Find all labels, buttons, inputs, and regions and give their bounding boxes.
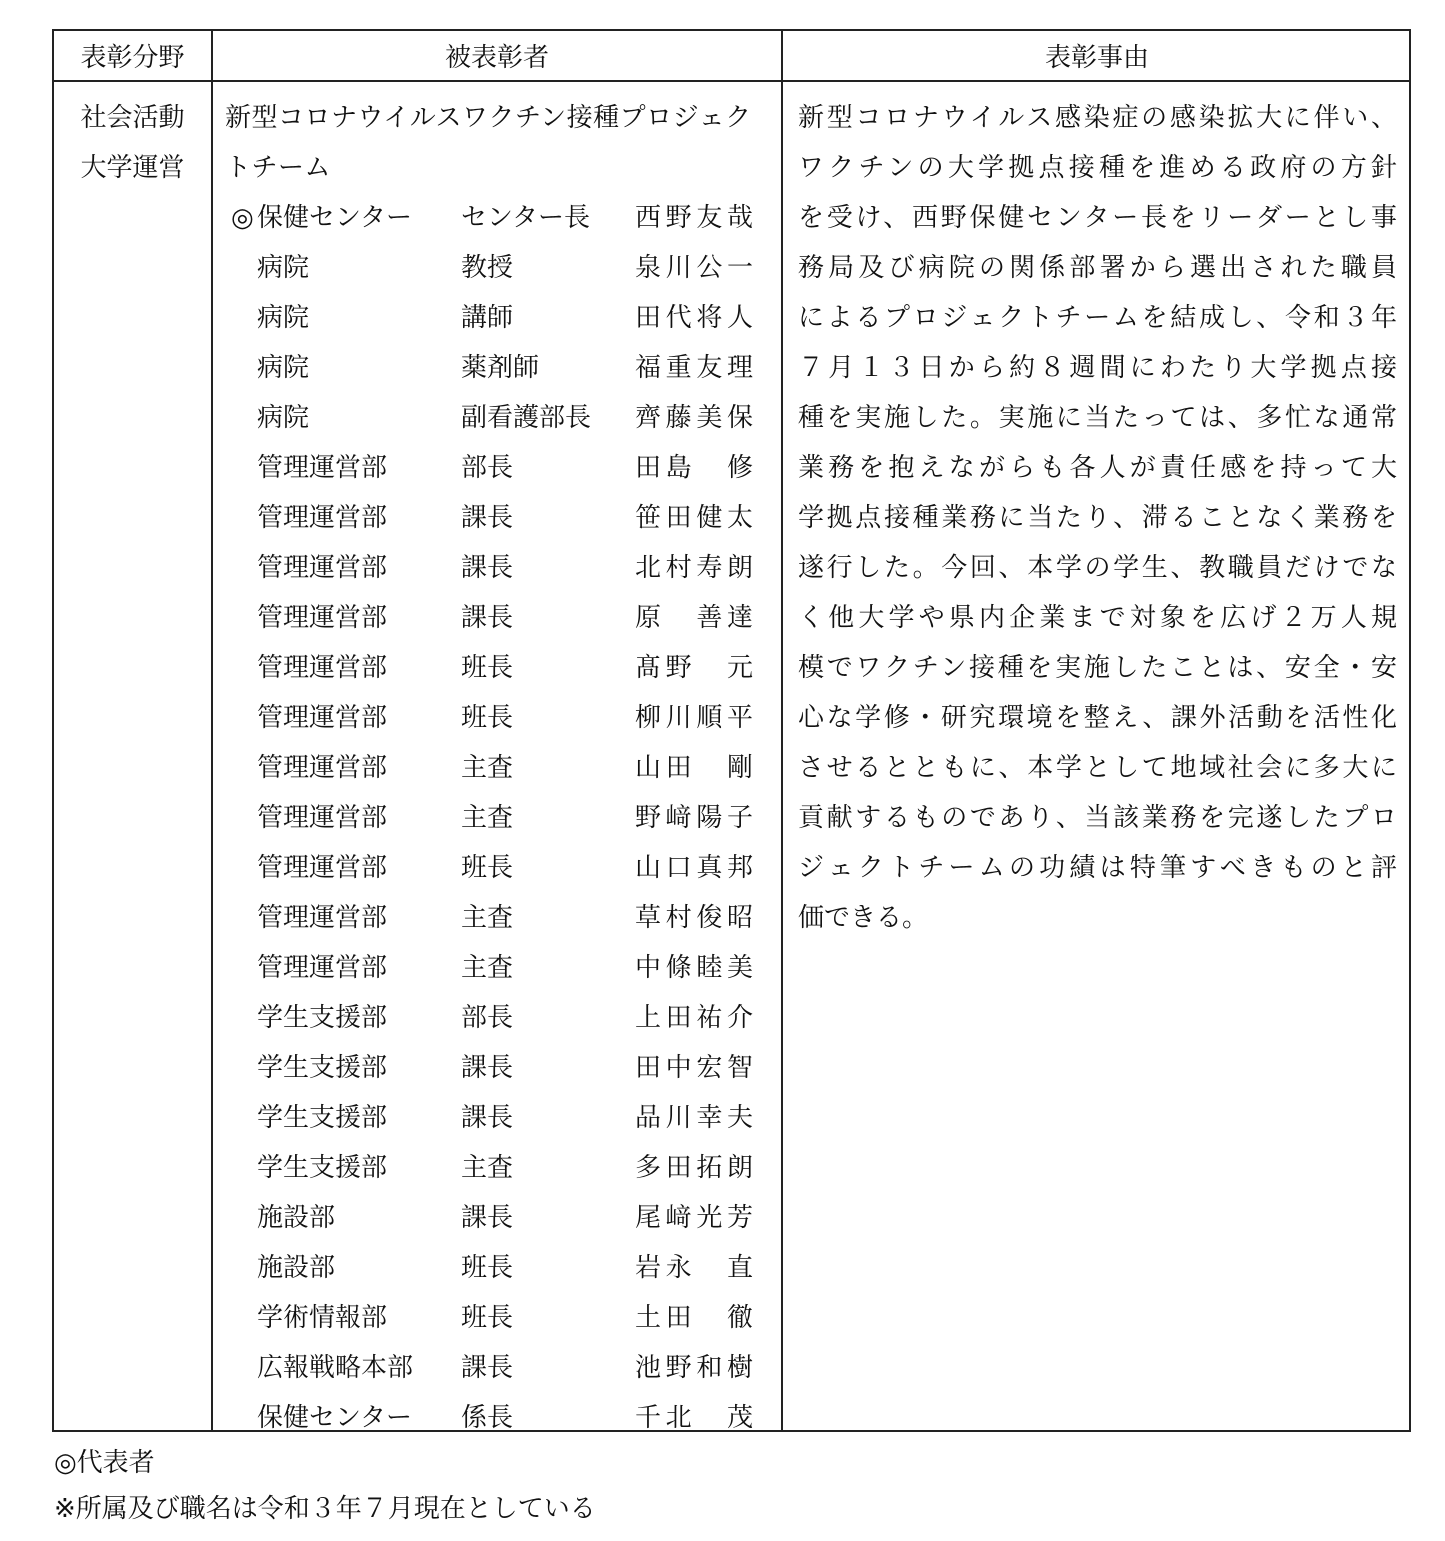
- reason-line: く他大学や県内企業まで対象を広げ２万人規: [798, 603, 1397, 633]
- member-department: 学生支援部: [257, 1053, 388, 1083]
- member-position: 薬剤師: [461, 353, 540, 383]
- reason-line: させるとともに、本学として地域社会に多大に: [798, 753, 1397, 783]
- member-department: 管理運営部: [257, 653, 388, 683]
- member-department: 保健センター: [257, 203, 412, 233]
- member-department: 保健センター: [257, 1403, 412, 1433]
- member-name: 柳川順平: [635, 703, 753, 733]
- member-row: [213, 893, 782, 943]
- member-row: [213, 543, 782, 593]
- member-position: 班長: [461, 1303, 514, 1333]
- member-row: [213, 1393, 782, 1443]
- member-row: [213, 243, 782, 293]
- member-row: [213, 343, 782, 393]
- member-department: 病院: [257, 303, 310, 333]
- award-field-cell: [54, 93, 211, 193]
- member-department: 管理運営部: [257, 703, 388, 733]
- affiliation-note: ※所属及び職名は令和３年７月現在としている: [54, 1494, 596, 1524]
- member-name: 品川幸夫: [635, 1103, 753, 1133]
- recipients-cell: [213, 93, 782, 1443]
- member-department: 管理運営部: [257, 903, 388, 933]
- member-row: [213, 743, 782, 793]
- member-row: [213, 1293, 782, 1343]
- member-name: 西野友哉: [635, 203, 753, 233]
- member-row: [213, 1193, 782, 1243]
- member-position: 副看護部長: [461, 403, 592, 433]
- member-position: 課長: [461, 503, 514, 533]
- member-name: 齊藤美保: [635, 403, 753, 433]
- member-name: 多田拓朗: [635, 1153, 753, 1183]
- member-row: [213, 1243, 782, 1293]
- header-reason: 表彰事由: [1044, 43, 1149, 73]
- member-name: 田代将人: [635, 303, 753, 333]
- member-row: [213, 793, 782, 843]
- reason-text: [798, 93, 1397, 943]
- member-row: [213, 443, 782, 493]
- member-row: [213, 993, 782, 1043]
- reason-line: 貢献するものであり、当該業務を完遂したプロ: [798, 803, 1397, 833]
- member-name: 土田 徹: [635, 1303, 753, 1333]
- member-department: 学生支援部: [257, 1103, 388, 1133]
- member-department: 施設部: [257, 1203, 336, 1233]
- member-row: [213, 843, 782, 893]
- member-position: 部長: [461, 453, 514, 483]
- member-position: 係長: [461, 1403, 514, 1433]
- member-position: 課長: [461, 1353, 514, 1383]
- member-position: 教授: [461, 253, 514, 283]
- member-department: 学生支援部: [257, 1153, 388, 1183]
- member-name: 泉川公一: [635, 253, 753, 283]
- member-name: 髙野 元: [635, 653, 753, 683]
- reason-line: ワクチンの大学拠点接種を進める政府の方針: [798, 153, 1397, 183]
- member-name: 中條睦美: [635, 953, 753, 983]
- member-position: 主査: [461, 1153, 514, 1183]
- member-position: 課長: [461, 553, 514, 583]
- member-name: 山口真邦: [635, 853, 753, 883]
- representative-mark: ◎: [231, 203, 254, 233]
- reason-line: によるプロジェクトチームを結成し、令和３年: [798, 303, 1397, 333]
- member-row: [213, 1143, 782, 1193]
- member-name: 野﨑陽子: [635, 803, 753, 833]
- member-department: 病院: [257, 403, 310, 433]
- member-department: 病院: [257, 253, 310, 283]
- member-name: 千北 茂: [635, 1403, 753, 1433]
- reason-line: 業務を抱えながらも各人が責任感を持って大: [798, 453, 1397, 483]
- member-position: 主査: [461, 953, 514, 983]
- reason-line: 遂行した。今回、本学の学生、教職員だけでな: [798, 553, 1397, 583]
- member-row: [213, 1343, 782, 1393]
- member-position: 講師: [461, 303, 514, 333]
- member-department: 広報戦略本部: [257, 1353, 414, 1383]
- member-position: 課長: [461, 1103, 514, 1133]
- member-department: 管理運営部: [257, 803, 388, 833]
- award-field-line: 大学運営: [80, 153, 185, 183]
- award-field-line: 社会活動: [80, 103, 185, 133]
- member-position: 班長: [461, 703, 514, 733]
- reason-line: を受け、西野保健センター長をリーダーとし事: [798, 203, 1397, 233]
- award-table: [52, 29, 1411, 1432]
- member-department: 管理運営部: [257, 853, 388, 883]
- member-department: 管理運営部: [257, 753, 388, 783]
- member-position: 主査: [461, 753, 514, 783]
- member-name: 草村俊昭: [635, 903, 753, 933]
- member-row: [213, 1043, 782, 1093]
- member-position: 主査: [461, 803, 514, 833]
- reason-line: 模でワクチン接種を実施したことは、安全・安: [798, 653, 1397, 683]
- member-position: 班長: [461, 1253, 514, 1283]
- member-position: 班長: [461, 653, 514, 683]
- member-department: 学生支援部: [257, 1003, 388, 1033]
- member-row: [213, 393, 782, 443]
- reason-line: 新型コロナウイルス感染症の感染拡大に伴い、: [798, 103, 1397, 133]
- member-name: 北村寿朗: [635, 553, 753, 583]
- project-team-name: 新型コロナウイルスワクチン接種プロジェクトチーム: [225, 103, 752, 183]
- member-position: 班長: [461, 853, 514, 883]
- member-department: 管理運営部: [257, 453, 388, 483]
- member-position: 部長: [461, 1003, 514, 1033]
- member-name: 笹田健太: [635, 503, 753, 533]
- member-name: 原 善達: [635, 603, 753, 633]
- member-position: 課長: [461, 603, 514, 633]
- member-name: 岩永 直: [635, 1253, 753, 1283]
- member-name: 山田 剛: [635, 753, 753, 783]
- member-row: [213, 293, 782, 343]
- member-department: 管理運営部: [257, 953, 388, 983]
- member-list: [213, 193, 782, 1443]
- member-row: [213, 493, 782, 543]
- member-name: 田島 修: [635, 453, 753, 483]
- member-row: [213, 1093, 782, 1143]
- member-department: 管理運営部: [257, 603, 388, 633]
- member-row: [213, 193, 782, 243]
- member-name: 上田祐介: [635, 1003, 753, 1033]
- member-name: 尾﨑光芳: [635, 1203, 753, 1233]
- member-position: センター長: [461, 203, 590, 233]
- reason-line: ジェクトチームの功績は特筆すべきものと評: [798, 853, 1397, 883]
- member-position: 課長: [461, 1203, 514, 1233]
- member-department: 管理運営部: [257, 553, 388, 583]
- reason-line: ７月１３日から約８週間にわたり大学拠点接: [798, 353, 1397, 383]
- member-department: 病院: [257, 353, 310, 383]
- header-field: 表彰分野: [80, 43, 185, 73]
- member-row: [213, 643, 782, 693]
- reason-cell: [784, 93, 1411, 943]
- reason-line: 心な学修・研究環境を整え、課外活動を活性化: [798, 703, 1397, 733]
- member-row: [213, 943, 782, 993]
- member-name: 田中宏智: [635, 1053, 753, 1083]
- reason-line: 価できる。: [798, 903, 929, 933]
- member-name: 福重友理: [635, 353, 753, 383]
- notes: [54, 1440, 596, 1532]
- member-position: 主査: [461, 903, 514, 933]
- representative-note: ◎代表者: [54, 1448, 155, 1478]
- member-row: [213, 593, 782, 643]
- reason-line: 学拠点接種業務に当たり、滞ることなく業務を: [798, 503, 1397, 533]
- member-department: 管理運営部: [257, 503, 388, 533]
- reason-line: 種を実施した。実施に当たっては、多忙な通常: [798, 403, 1397, 433]
- member-name: 池野和樹: [635, 1353, 753, 1383]
- member-department: 学術情報部: [257, 1303, 388, 1333]
- member-department: 施設部: [257, 1253, 336, 1283]
- reason-line: 務局及び病院の関係部署から選出された職員: [798, 253, 1397, 283]
- member-row: [213, 693, 782, 743]
- member-position: 課長: [461, 1053, 514, 1083]
- header-recipients: 被表彰者: [444, 43, 549, 73]
